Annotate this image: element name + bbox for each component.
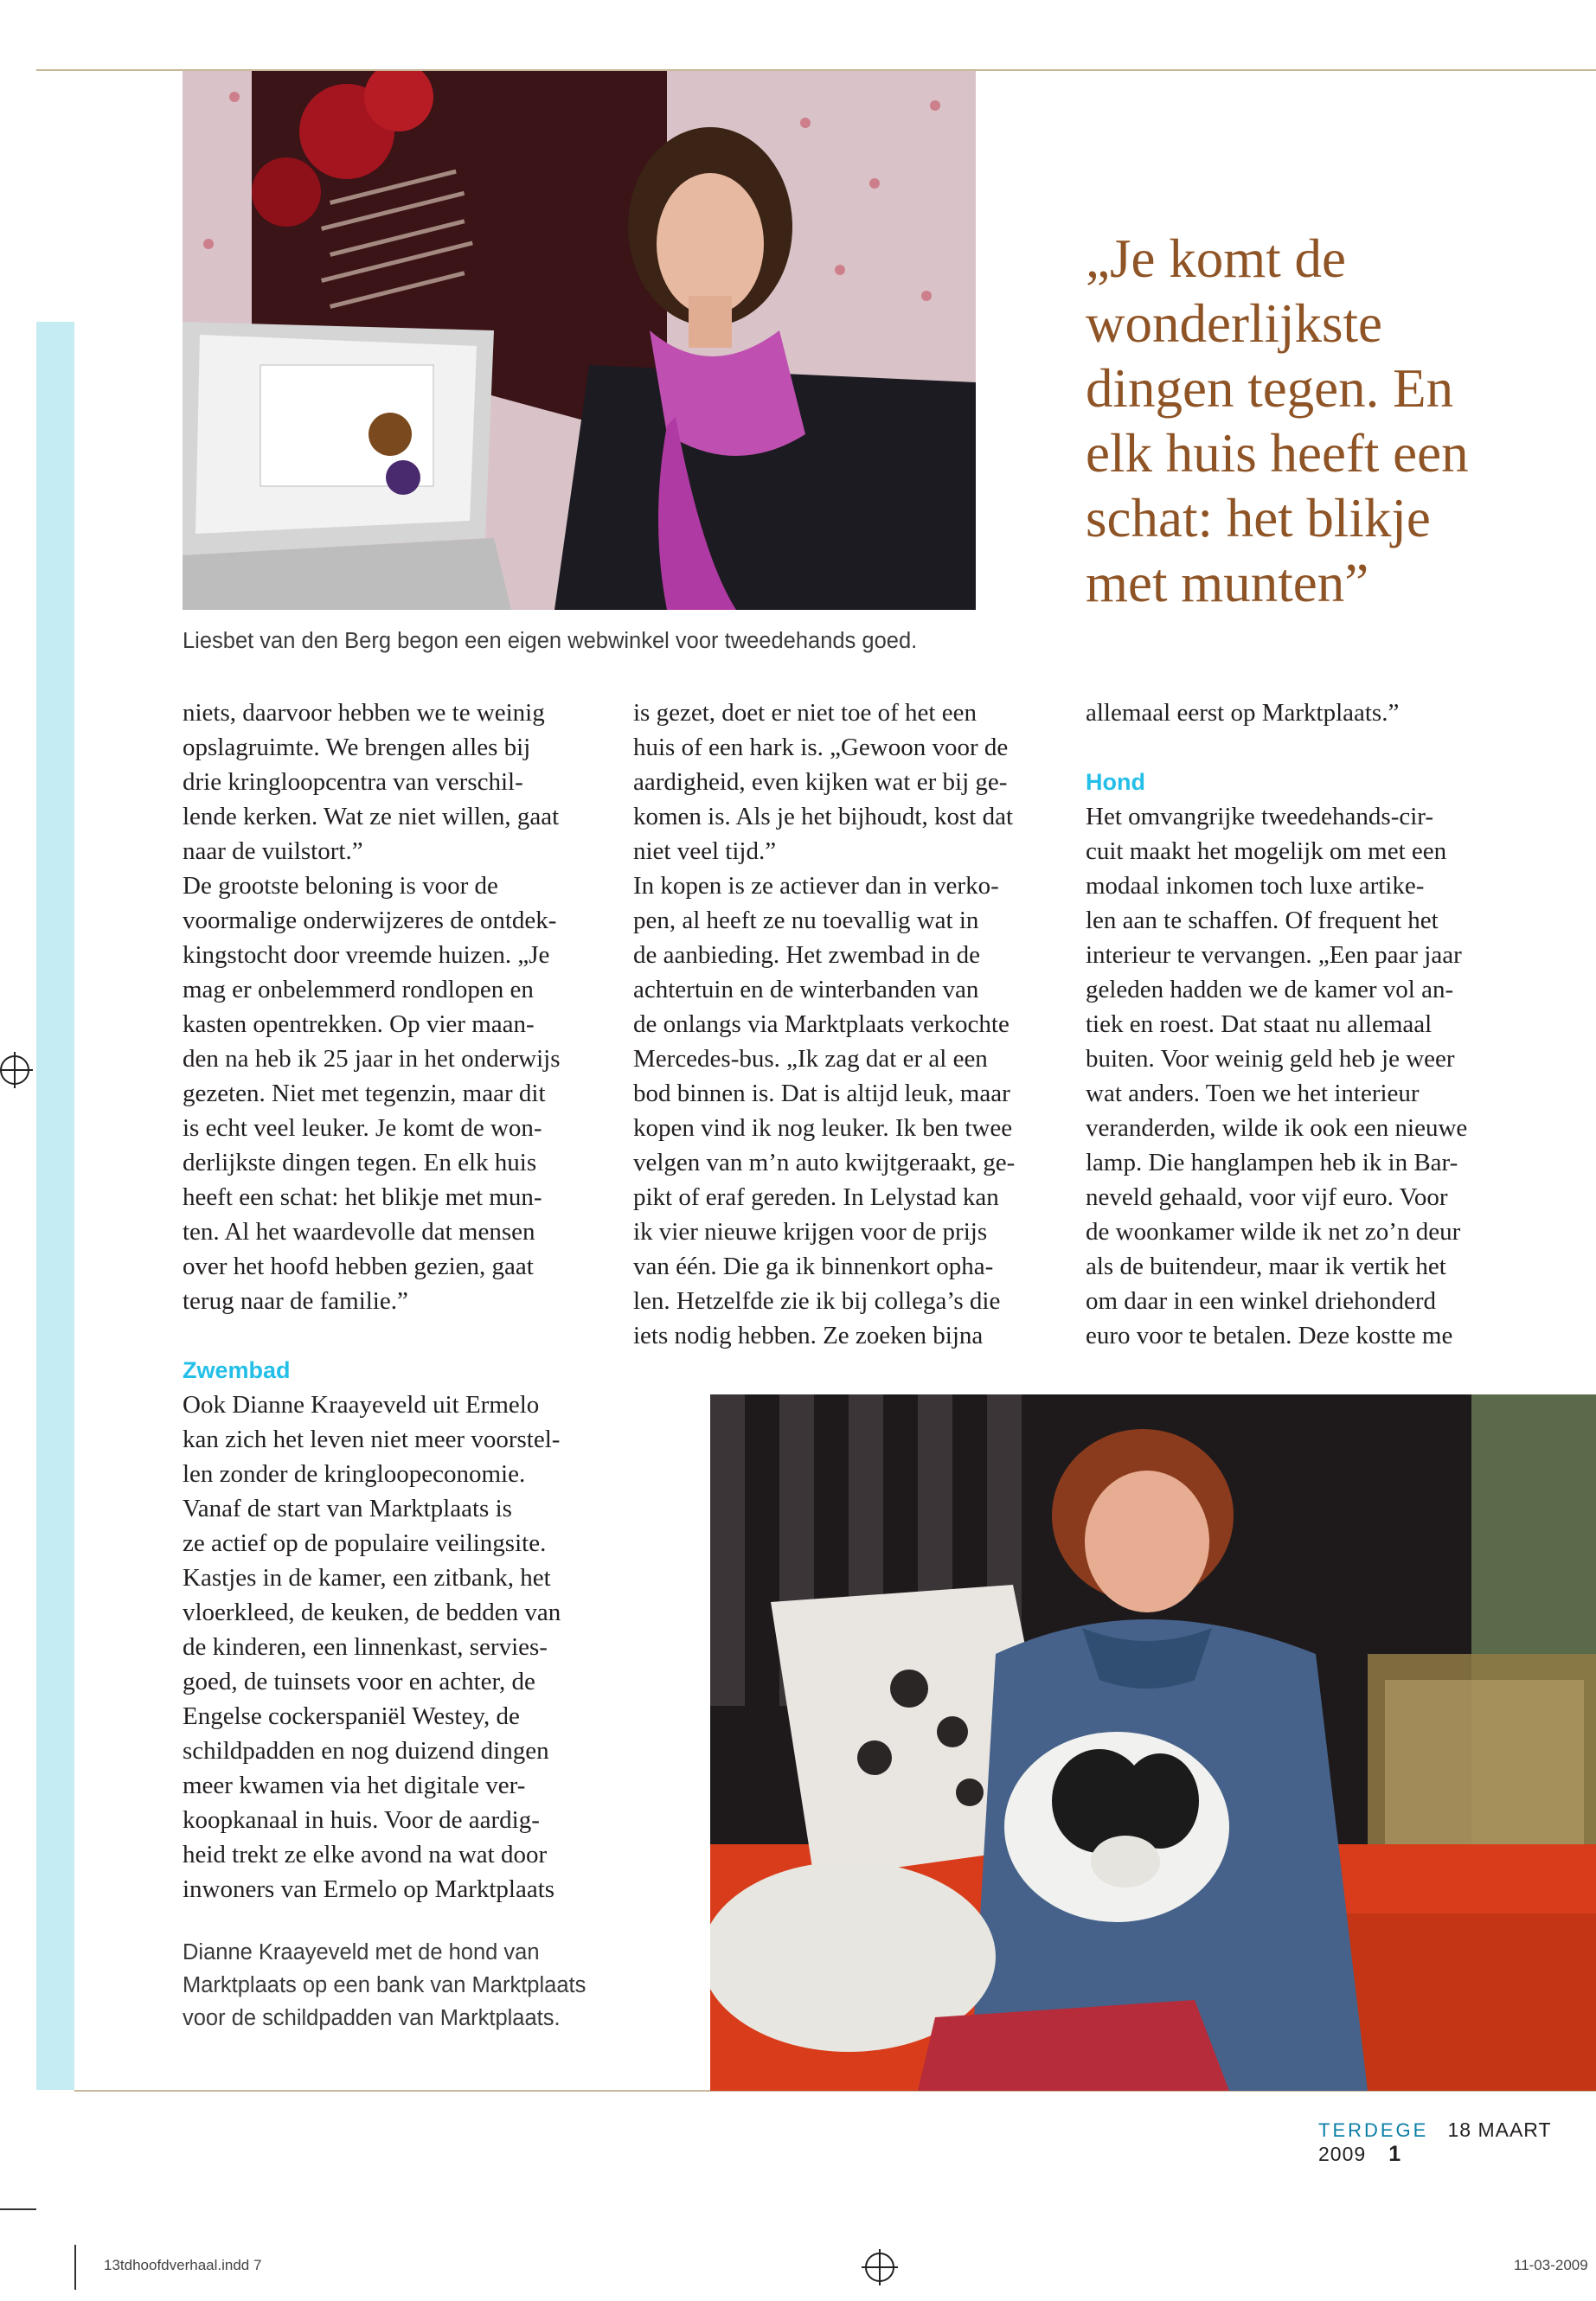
pull-quote-line: met munten” <box>1086 553 1369 613</box>
body-text-line: len. Hetzelfde zie ik bij collega’s die <box>633 1287 1001 1315</box>
photo2-caption-line: Marktplaats op een bank van Marktplaats <box>183 1973 586 1997</box>
body-text-line: kasten opentrekken. Op vier maan- <box>183 1010 535 1038</box>
body-text-line: pikt of eraf gereden. In Lelystad kan <box>633 1183 999 1211</box>
body-text-line: is echt veel leuker. Je komt de won- <box>183 1114 542 1142</box>
slug-date: 11-03-2009 <box>1514 2257 1588 2273</box>
body-text-line: meer kwamen via het digitale ver- <box>183 1772 526 1799</box>
pull-quote-line: „Je komt de <box>1086 228 1346 289</box>
body-text-line: heid trekt ze elke avond na wat door <box>183 1841 548 1868</box>
body-text-line: De grootste beloning is voor de <box>183 872 498 900</box>
body-text-line: achtertuin en de winterbanden van <box>633 976 979 1003</box>
body-text-line: derlijkste dingen tegen. En elk huis <box>183 1149 537 1176</box>
body-text-line: Mercedes-bus. „Ik zag dat er al een <box>633 1045 988 1073</box>
body-text-line: interieur te vervangen. „Een paar jaar <box>1086 941 1462 969</box>
body-text-line: lende kerken. Wat ze niet willen, gaat <box>183 803 560 830</box>
body-text-line: Kastjes in de kamer, een zitbank, het <box>183 1564 551 1592</box>
body-text-line: Engelse cockerspaniël Westey, de <box>183 1702 520 1730</box>
body-text-line: len zonder de kringloopeconomie. <box>183 1460 526 1488</box>
body-text-line: niets, daarvoor hebben we te weinig <box>183 699 545 727</box>
body-text-line: vloerkleed, de keuken, de bedden van <box>183 1599 561 1626</box>
photo2-caption-line: voor de schildpadden van Marktplaats. <box>183 2006 561 2030</box>
body-text-line: de woonkamer wilde ik net zo’n deur <box>1086 1218 1461 1246</box>
article-column-2 <box>633 695 1092 1353</box>
body-text-line: schildpadden en nog duizend dingen <box>183 1737 549 1765</box>
column-1-paragraph-a <box>183 695 641 1318</box>
photo-woman-with-dog <box>710 1394 1596 2091</box>
body-text-line: Het omvangrijke tweedehands-cir- <box>1086 803 1434 830</box>
column-1-paragraph-b <box>183 1388 641 1907</box>
body-text-line: de aanbieding. Het zwembad in de <box>633 941 981 969</box>
body-text-line: mag er onbelemmerd rondlopen en <box>183 976 534 1003</box>
body-text-line: niet veel tijd.” <box>633 837 777 865</box>
pull-quote <box>1086 227 1587 616</box>
photo2-caption <box>183 1936 586 2035</box>
body-text-line: pen, al heeft ze nu toevallig wat in <box>633 907 979 934</box>
footer-brand: TERDEGE <box>1318 2119 1429 2141</box>
column-3-paragraph-a <box>1086 695 1544 730</box>
footer-date: 18 MAART 2009 <box>1318 2118 1552 2165</box>
body-text-line: als de buitendeur, maar ik vertik het <box>1086 1253 1446 1280</box>
body-text-line: om daar in een winkel driehonderd <box>1086 1287 1437 1315</box>
body-text-line: modaal inkomen toch luxe artike- <box>1086 872 1425 900</box>
pull-quote-line: dingen tegen. En <box>1086 358 1454 419</box>
body-text-line: ten. Al het waardevolle dat mensen <box>183 1218 535 1246</box>
photo1-caption: Liesbet van den Berg begon een eigen webwinkel voor tweedehands goed. <box>183 629 918 653</box>
body-text-line: iets nodig hebben. Ze zoeken bijna <box>633 1322 984 1349</box>
subhead-zwembad: Zwembad <box>183 1357 291 1383</box>
body-text-line: Ook Dianne Kraayeveld uit Ermelo <box>183 1391 540 1419</box>
body-text-line: tiek en roest. Dat staat nu allemaal <box>1086 1010 1433 1038</box>
column-2-text <box>633 695 1092 1353</box>
pull-quote-line: wonderlijkste <box>1086 293 1382 354</box>
article-column-3 <box>1086 695 1544 1353</box>
body-text-line: komen is. Als je het bijhoudt, kost dat <box>633 803 1014 830</box>
trim-mark <box>74 2245 76 2290</box>
pull-quote-line: elk huis heeft een <box>1086 423 1469 484</box>
body-text-line: van één. Die ga ik binnenkort opha- <box>633 1253 994 1280</box>
body-text-line: velgen van m’n auto kwijtgeraakt, ge- <box>633 1149 1016 1176</box>
body-text-line: terug naar de familie.” <box>183 1287 408 1315</box>
body-text-line: naar de vuilstort.” <box>183 837 363 865</box>
photo-woman-with-laptop <box>183 71 976 610</box>
body-text-line: ze actief op de populaire veilingsite. <box>183 1529 547 1557</box>
body-text-line: geleden hadden we de kamer vol an- <box>1086 976 1454 1003</box>
side-color-bar <box>36 322 74 2090</box>
body-text-line: over het hoofd hebben gezien, gaat <box>183 1253 534 1280</box>
footer-page-number: 1 <box>1388 2142 1403 2166</box>
body-text-line: huis of een hark is. „Gewoon voor de <box>633 734 1009 761</box>
body-text-line: Vanaf de start van Marktplaats is <box>183 1495 512 1522</box>
subhead-hond: Hond <box>1086 769 1145 795</box>
body-text-line: kan zich het leven niet meer voorstel- <box>183 1426 561 1453</box>
body-text-line: inwoners van Ermelo op Marktplaats <box>183 1875 555 1903</box>
body-text-line: is gezet, doet er niet toe of het een <box>633 699 977 727</box>
body-text-line: cuit maakt het mogelijk om met een <box>1086 837 1447 865</box>
body-text-line: voormalige onderwijzeres de ontdek- <box>183 907 557 934</box>
body-text-line: bod binnen is. Dat is altijd leuk, maar <box>633 1080 1010 1107</box>
body-text-line: euro voor te betalen. Deze kostte me <box>1086 1322 1453 1349</box>
body-text-line: kingstocht door vreemde huizen. „Je <box>183 941 550 969</box>
body-text-line: kopen vind ik nog leuker. Ik ben twee <box>633 1114 1013 1142</box>
slug-filename: 13tdhoofdverhaal.indd 7 <box>104 2257 262 2273</box>
column-3-paragraph-b <box>1086 799 1544 1353</box>
pull-quote-line: schat: het blikje <box>1086 488 1431 548</box>
body-text-line: In kopen is ze actiever dan in verko- <box>633 872 999 900</box>
body-text-line: den na heb ik 25 jaar in het onderwijs <box>183 1045 561 1073</box>
body-text-line: aardigheid, even kijken wat er bij ge- <box>633 768 1008 796</box>
article-column-1 <box>183 695 641 1907</box>
body-text-line: len aan te schaffen. Of frequent het <box>1086 907 1439 934</box>
body-text-line: lamp. Die hanglampen heb ik in Bar- <box>1086 1149 1458 1176</box>
trim-mark <box>0 2208 36 2210</box>
body-text-line: heeft een schat: het blikje met mun- <box>183 1183 542 1211</box>
body-text-line: de onlangs via Marktplaats verkochte <box>633 1010 1010 1038</box>
body-text-line: de kinderen, een linnenkast, servies- <box>183 1633 548 1661</box>
body-text-line: goed, de tuinsets voor en achter, de <box>183 1668 535 1695</box>
body-text-line: wat anders. Toen we het interieur <box>1086 1080 1420 1107</box>
registration-mark-icon <box>0 1055 29 1085</box>
body-text-line: koopkanaal in huis. Voor de aardig- <box>183 1806 540 1834</box>
body-text-line: ik vier nieuwe krijgen voor de prijs <box>633 1218 988 1246</box>
body-text-line: opslagruimte. We brengen alles bij <box>183 734 531 761</box>
registration-mark-icon <box>865 2253 894 2282</box>
body-text-line: drie kringloopcentra van verschil- <box>183 768 523 796</box>
body-text-line: gezeten. Niet met tegenzin, maar dit <box>183 1080 546 1107</box>
body-text-line: neveld gehaald, voor vijf euro. Voor <box>1086 1183 1448 1211</box>
body-text-line: veranderden, wilde ik ook een nieuwe <box>1086 1114 1468 1142</box>
photo2-caption-line: Dianne Kraayeveld met de hond van <box>183 1940 540 1965</box>
body-text-line: buiten. Voor weinig geld heb je weer <box>1086 1045 1455 1073</box>
page-footer <box>1318 2118 1596 2167</box>
body-text-line: allemaal eerst op Marktplaats.” <box>1086 699 1400 727</box>
